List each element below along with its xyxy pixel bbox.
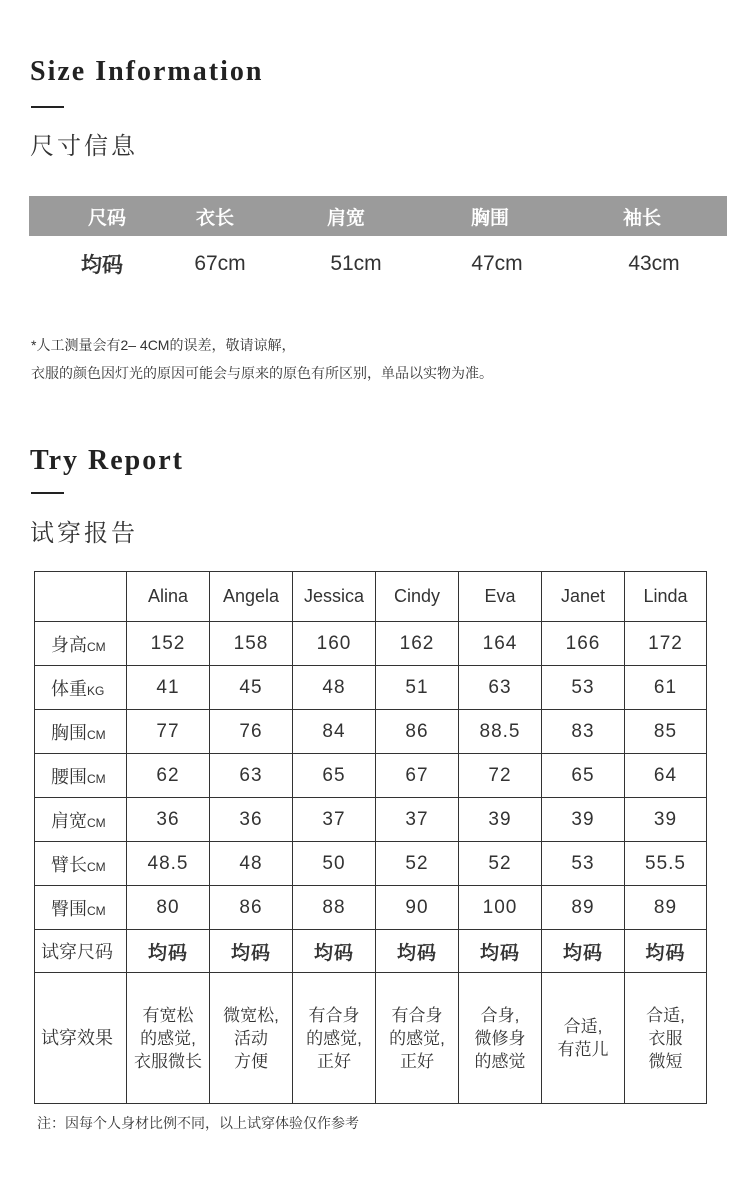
size-header-cell: 袖长: [622, 207, 661, 229]
measurement-cell: 86: [210, 886, 293, 930]
measurement-cell: 52: [459, 842, 542, 886]
try-section-title: Try Report: [30, 445, 184, 476]
measurement-cell: 88: [293, 886, 376, 930]
effect-cell: [625, 973, 707, 1104]
table-header-row: [35, 572, 707, 622]
row-label: [35, 622, 127, 666]
fit-size-cell: 均码: [210, 930, 293, 973]
measurement-cell: 162: [376, 622, 459, 666]
row-unit: CM: [87, 815, 106, 830]
measurement-cell: 37: [376, 798, 459, 842]
effect-cell: [459, 973, 542, 1104]
table-row: [35, 886, 707, 930]
row-unit: CM: [87, 639, 106, 654]
table-row: [35, 666, 707, 710]
measurement-cell: 51: [376, 666, 459, 710]
row-label-text: 体重: [51, 678, 87, 699]
fit-size-cell: 均码: [293, 930, 376, 973]
effect-cell: [210, 973, 293, 1104]
row-label: [35, 842, 127, 886]
corner-cell: [35, 572, 127, 622]
measurement-cell: 172: [625, 622, 707, 666]
table-row: [35, 798, 707, 842]
table-row: [35, 754, 707, 798]
row-unit: CM: [87, 771, 106, 786]
size-row-label: 均码: [81, 254, 123, 277]
effect-cell: [127, 973, 210, 1104]
measurement-cell: 50: [293, 842, 376, 886]
row-unit: CM: [87, 859, 106, 874]
effect-cell: [293, 973, 376, 1104]
fit-size-cell: 均码: [459, 930, 542, 973]
row-label-text: 臀围: [51, 898, 87, 919]
measurement-cell: 164: [459, 622, 542, 666]
measurement-cell: 62: [127, 754, 210, 798]
row-unit: CM: [87, 727, 106, 742]
measurement-cell: 53: [542, 842, 625, 886]
size-header-cell: 尺码: [87, 207, 126, 229]
measurement-cell: 166: [542, 622, 625, 666]
measurement-cell: 100: [459, 886, 542, 930]
measurement-cell: 39: [542, 798, 625, 842]
measurement-cell: 37: [293, 798, 376, 842]
size-header-cell: 肩宽: [326, 207, 365, 229]
size-section-title: Size Information: [30, 56, 264, 87]
color-note: 衣服的颜色因灯光的原因可能会与原来的原色有所区别，单品以实物为准。: [31, 365, 493, 381]
table-row: [35, 622, 707, 666]
row-label-text: 腰围: [51, 766, 87, 787]
effect-text: 有合身 的感觉, 正好: [389, 1005, 445, 1071]
row-label: [35, 798, 127, 842]
measurement-cell: 61: [625, 666, 707, 710]
measurement-cell: 160: [293, 622, 376, 666]
effect-text: 合适, 衣服 微短: [646, 1005, 685, 1071]
measurement-cell: 72: [459, 754, 542, 798]
measurement-cell: 48: [210, 842, 293, 886]
person-name: Cindy: [376, 572, 459, 622]
table-row: [35, 973, 707, 1104]
person-name: Alina: [127, 572, 210, 622]
row-label: [35, 754, 127, 798]
table-row: [35, 930, 707, 973]
fit-size-cell: 均码: [542, 930, 625, 973]
effect-text: 有宽松 的感觉, 衣服微长: [134, 1005, 202, 1071]
table-row: [35, 710, 707, 754]
effect-text: 微宽松, 活动 方便: [223, 1005, 279, 1071]
try-report-table: [34, 571, 707, 1104]
measurement-note: *人工测量会有2– 4CM的误差，敬请谅解，: [31, 337, 296, 353]
measurement-cell: 85: [625, 710, 707, 754]
row-label: [35, 666, 127, 710]
size-cell: 67cm: [194, 252, 246, 275]
measurement-cell: 48: [293, 666, 376, 710]
row-unit: CM: [87, 903, 106, 918]
row-label-text: 胸围: [51, 722, 87, 743]
measurement-cell: 63: [459, 666, 542, 710]
row-label-text: 身高: [51, 634, 87, 655]
try-section-subtitle: 试穿报告: [30, 520, 138, 547]
row-label: [35, 710, 127, 754]
row-label-text: 肩宽: [51, 810, 87, 831]
measurement-cell: 39: [459, 798, 542, 842]
title-divider: [31, 492, 64, 494]
person-name: Linda: [625, 572, 707, 622]
measurement-cell: 84: [293, 710, 376, 754]
person-name: Eva: [459, 572, 542, 622]
table-row: [35, 842, 707, 886]
measurement-cell: 80: [127, 886, 210, 930]
person-name: Angela: [210, 572, 293, 622]
measurement-cell: 48.5: [127, 842, 210, 886]
size-cell: 47cm: [471, 252, 523, 275]
measurement-cell: 53: [542, 666, 625, 710]
measurement-cell: 63: [210, 754, 293, 798]
measurement-cell: 45: [210, 666, 293, 710]
row-label-text: 臂长: [51, 854, 87, 875]
measurement-cell: 41: [127, 666, 210, 710]
fit-size-cell: 均码: [376, 930, 459, 973]
measurement-cell: 64: [625, 754, 707, 798]
footnote: 注：因每个人身材比例不同，以上试穿体验仅作参考: [37, 1115, 359, 1131]
size-cell: 43cm: [628, 252, 680, 275]
measurement-cell: 86: [376, 710, 459, 754]
measurement-cell: 55.5: [625, 842, 707, 886]
measurement-cell: 83: [542, 710, 625, 754]
measurement-cell: 152: [127, 622, 210, 666]
row-unit: KG: [87, 683, 105, 698]
effect-text: 有合身 的感觉, 正好: [306, 1005, 362, 1071]
size-section-subtitle: 尺寸信息: [30, 133, 138, 160]
title-divider: [31, 106, 64, 108]
effect-text: 合适, 有范儿: [557, 1017, 609, 1059]
measurement-cell: 76: [210, 710, 293, 754]
effect-cell: [542, 973, 625, 1104]
measurement-cell: 77: [127, 710, 210, 754]
effect-cell: [376, 973, 459, 1104]
measurement-cell: 67: [376, 754, 459, 798]
measurement-cell: 88.5: [459, 710, 542, 754]
person-name: Janet: [542, 572, 625, 622]
measurement-cell: 36: [127, 798, 210, 842]
measurement-cell: 52: [376, 842, 459, 886]
fit-size-cell: 均码: [625, 930, 707, 973]
measurement-cell: 158: [210, 622, 293, 666]
measurement-cell: 89: [625, 886, 707, 930]
size-header-cell: 胸围: [470, 207, 509, 229]
measurement-cell: 89: [542, 886, 625, 930]
measurement-cell: 36: [210, 798, 293, 842]
row-label: 试穿尺码: [35, 930, 127, 973]
fit-size-cell: 均码: [127, 930, 210, 973]
row-label: 试穿效果: [35, 973, 127, 1104]
effect-text: 合身, 微修身 的感觉: [474, 1005, 526, 1071]
person-name: Jessica: [293, 572, 376, 622]
size-table-header: [29, 196, 727, 236]
row-label: [35, 886, 127, 930]
measurement-cell: 65: [293, 754, 376, 798]
measurement-cell: 90: [376, 886, 459, 930]
size-header-cell: 衣长: [195, 207, 234, 229]
size-table-row: [29, 246, 727, 282]
size-cell: 51cm: [330, 252, 382, 275]
measurement-cell: 65: [542, 754, 625, 798]
measurement-cell: 39: [625, 798, 707, 842]
